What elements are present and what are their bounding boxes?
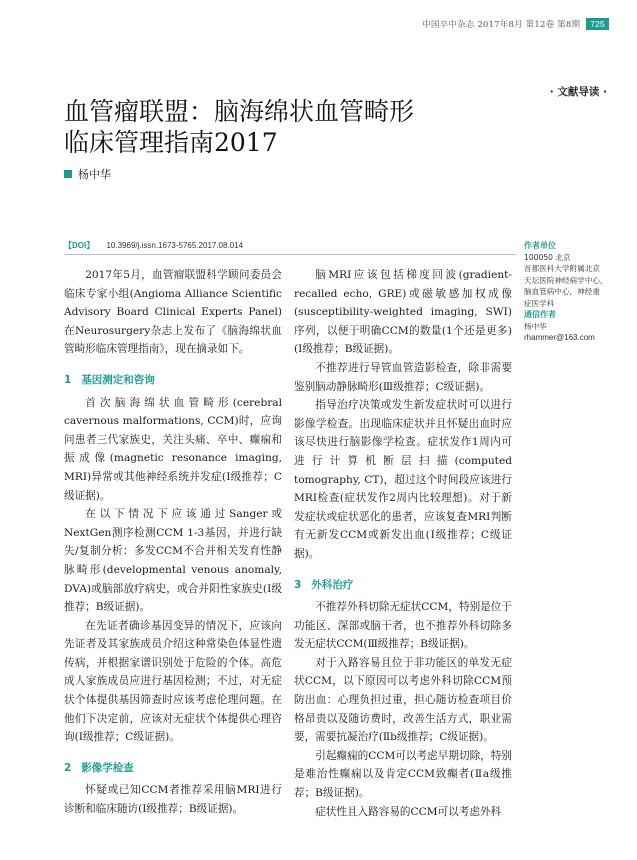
title-line-1: 血管瘤联盟：脑海绵状血管畸形 <box>64 97 415 126</box>
section-number: 1 <box>64 373 72 386</box>
affiliation-line: 脑血管病中心，神经重 <box>524 287 600 296</box>
body-paragraph: 首次脑海绵状血管畸形(cerebral cavernous malformations, CCM)时，应询问患者三代家族史，关注头痛、卒中、癫痫和振成像(magnetic resonance imaging, MRI)异常或其他神经系统并发症(Ⅰ级推荐；C级证据)。 <box>64 396 282 502</box>
journal-info: 中国卒中杂志 2017年8月 第12卷 第8期 <box>422 20 581 30</box>
body-paragraph: 在以下情况下应该通过Sanger或NextGen测序检测CCM 1-3基因，并进行缺失/复制分析：多发CCM不合并相关发育性静脉畸形(developmental venous anomaly, DVA)或脑部放疗病史，或合并阳性家族史(Ⅰ级推荐；B级证据)。 <box>64 508 282 614</box>
section-title: 外科治疗 <box>311 578 354 591</box>
running-header <box>422 18 609 30</box>
section-title: 影像学检查 <box>81 761 134 774</box>
body-paragraph: 在先证者确诊基因变异的情况下，应该向先证者及其家族成员介绍这种常染色体显性遗传病，并根据家谱识别处于危险的个体。高危成人家族成员应进行基因检测；不过，对无症状个体提供基因筛查时应该考虑伦理问题。在他们下决定前，应该对无症状个体提供心理咨询(Ⅰ级推荐；C级证据)。 <box>64 619 282 744</box>
page-number: 725 <box>586 18 609 30</box>
affiliation-line: 天坛医院神经病学中心， <box>524 275 608 285</box>
affiliation-heading: 作者单位 <box>524 241 556 250</box>
title-line-2: 临床管理指南2017 <box>64 128 278 157</box>
intro-paragraph: 2017年5月，血管瘤联盟科学顾问委员会临床专家小组(Angioma Alliance Scientific Advisory Board Clinical Experts Panel)在Neurosurgery杂志上发布了《脑海绵状血管畸形临床管理指南》，现在摘录如下。 <box>64 269 282 356</box>
section-heading-2 <box>64 759 282 778</box>
affiliation-line: 症医学科 <box>524 298 555 308</box>
body-paragraph: 不推荐外科切除无症状CCM，特别是位于功能区、深部或脑干者，也不推荐外科切除多发无症状CCM(Ⅲ级推荐；B级证据)。 <box>294 601 512 651</box>
section-heading-3 <box>294 576 512 595</box>
author-line <box>64 166 111 182</box>
body-paragraph: 引起癫痫的CCM可以考虑早期切除，特别是难治性癫痫以及肯定CCM致癫者(Ⅱa级推荐；B级证据)。 <box>294 749 512 800</box>
body-paragraph: 不推荐进行导管血管造影检查，除非需要鉴别脑动静脉畸形(Ⅲ级推荐；C级证据)。 <box>294 361 512 393</box>
column-tag: · 文献导读 · <box>549 86 607 98</box>
section-number: 3 <box>294 578 302 591</box>
body-paragraph: 指导治疗决策或发生新发症状时可以进行影像学检查。出现临床症状并且怀疑出血时应该尽快进行脑影像学检查。症状发作1周内可进行计算机断层扫描(computed tomography, CT)，超过这个时间段应该进行MRI检查(症状发作2周内比较理想)。对于新发症状或症状恶化的患者，应该复查MRI判断有无新发CCM或新发出血(Ⅰ级推荐；C级证据)。 <box>294 399 512 560</box>
body-paragraph: 怀疑或已知CCM者推荐采用脑MRI进行诊断和临床随访(Ⅰ级推荐；B级证据)。 <box>64 784 282 816</box>
corresponding-email[interactable]: rhammer@163.com <box>524 333 595 342</box>
affiliation-line: 100050 北京 <box>524 252 571 262</box>
article-title <box>64 96 494 158</box>
square-bullet-icon <box>64 170 72 178</box>
body-paragraph: 症状性且入路容易的CCM可以考虑外科 <box>315 805 502 818</box>
author-sidebar <box>524 240 624 344</box>
divider <box>64 254 516 255</box>
author-name: 杨中华 <box>78 168 111 181</box>
corresponding-name: 杨中华 <box>524 321 547 331</box>
section-number: 2 <box>64 761 72 774</box>
doi-line <box>64 240 243 251</box>
doi-label: 【DOI】 <box>64 241 95 250</box>
affiliation-line: 首都医科大学附属北京 <box>524 264 600 273</box>
corresponding-heading: 通信作者 <box>524 310 556 319</box>
section-title: 基因测定和咨询 <box>81 373 155 386</box>
left-column <box>64 266 282 819</box>
body-paragraph: 对于入路容易且位于非功能区的单发无症状CCM，以下原因可以考虑外科切除CCM预防出血：心理负担过重，担心随访检查项目价格昂贵以及随访费时，改善生活方式，职业需要，需要抗凝治疗(Ⅱb级推荐；C级证据)。 <box>294 656 512 744</box>
doi-value: 10.3969/j.issn.1673-5765.2017.08.014 <box>106 241 244 250</box>
section-heading-1 <box>64 371 282 390</box>
middle-column <box>294 266 512 821</box>
body-paragraph: 脑MRI应该包括梯度回波(gradient-recalled echo, GRE)或磁敏感加权成像(susceptibility-weighted imaging, SWI)序列，以便于明确CCM的数量(1个还是更多)(Ⅰ级推荐；B级证据)。 <box>294 269 512 356</box>
